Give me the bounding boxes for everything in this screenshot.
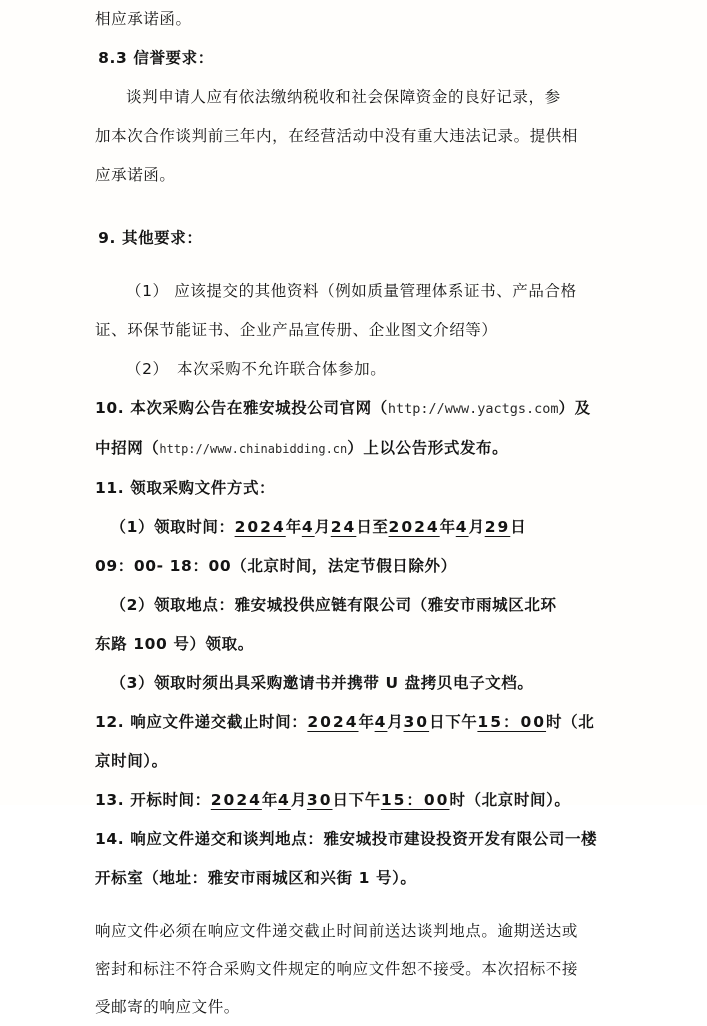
submission-deadline-label: 12. 响应文件递交截止时间：	[95, 713, 308, 731]
unit: 年	[439, 518, 456, 536]
paragraph-line: 应承诺函。	[95, 166, 176, 184]
clause-12-line2: 京时间）。	[95, 752, 168, 770]
pickup-end-year: 2024	[388, 518, 440, 536]
opening-time: 15：	[380, 791, 424, 809]
clause-11-heading: 11. 领取采购文件方式：	[95, 479, 276, 497]
clause-10-line2	[95, 429, 630, 469]
tail-note-line-3: 受邮寄的响应文件。	[95, 998, 240, 1016]
clause-10-prefix: 10. 本次采购公告在雅安城投公司官网（	[95, 399, 388, 417]
opening-day: 30	[306, 791, 333, 809]
paragraph-line: （2） 本次采购不允许联合体参加。	[126, 360, 387, 378]
unit: 年	[285, 518, 302, 536]
clause-10-line2-suffix: ）上以公告形式发布。	[347, 439, 509, 457]
clause-10-middle: ）及	[558, 399, 591, 417]
unit: 月	[290, 791, 307, 809]
clause-14-line2: 开标室（地址：雅安市雨城区和兴街 1 号）。	[95, 869, 417, 887]
unit: 日下午	[332, 791, 381, 809]
document-body	[95, 0, 630, 1026]
deadline-time: 15：00	[477, 713, 547, 731]
paragraph-line: 证、环保节能证书、企业产品宣传册、企业图文介绍等）	[95, 321, 498, 339]
yactgs-url: http://www.yactgs.com	[387, 401, 559, 417]
clause-11-item-1	[95, 508, 630, 547]
pickup-start-month: 4	[301, 518, 315, 536]
unit: 日	[510, 518, 527, 536]
chinabidding-url: http://www.chinabidding.cn	[159, 442, 348, 456]
clause-11-item-3: （3）领取时须出具采购邀请书并携带 U 盘拷贝电子文档。	[110, 674, 534, 692]
spacer	[95, 195, 630, 219]
unit: 日下午	[429, 713, 478, 731]
clause-11-item-1-line2: 09：00- 18：00（北京时间，法定节假日除外）	[95, 557, 457, 575]
unit: 月	[468, 518, 485, 536]
unit: 月	[387, 713, 404, 731]
paragraph-line: 相应承诺函。	[95, 10, 192, 28]
pickup-time-label: （1）领取时间：	[110, 518, 235, 536]
bid-opening-time-label: 13. 开标时间：	[95, 791, 211, 809]
clause-12	[95, 703, 630, 742]
unit: 时（北京时间）。	[449, 791, 571, 809]
clause-11-item-2: （2）领取地点：雅安城投供应链有限公司（雅安市雨城区北环	[110, 596, 557, 614]
unit: 年	[261, 791, 279, 809]
clause-11-item-2-line2: 东路 100 号）领取。	[95, 635, 254, 653]
tail-note-line-1: 响应文件必须在响应文件递交截止时间前送达谈判地点。逾期送达或	[95, 922, 579, 940]
pickup-start-day: 24	[330, 518, 357, 536]
unit: 年	[358, 713, 375, 731]
opening-month: 4	[278, 791, 291, 809]
spacer	[95, 898, 630, 912]
paragraph-line: 加本次合作谈判前三年内，在经营活动中没有重大违法记录。提供相	[95, 127, 579, 145]
pickup-end-month: 4	[455, 518, 469, 536]
pickup-end-day: 29	[484, 518, 511, 536]
clause-13	[95, 781, 630, 820]
clause-14: 14. 响应文件递交和谈判地点：雅安城投市建设投资开发有限公司一楼	[95, 830, 598, 848]
clause-10	[95, 389, 630, 429]
unit: 时（北	[546, 713, 595, 731]
deadline-day: 30	[403, 713, 430, 731]
clause-9-heading: 9. 其他要求：	[98, 229, 203, 247]
pickup-start-year: 2024	[234, 518, 286, 536]
tail-note-line-2: 密封和标注不符合采购文件规定的响应文件恕不接受。本次招标不接	[95, 960, 579, 978]
deadline-month: 4	[374, 713, 388, 731]
unit: 月	[314, 518, 331, 536]
clause-10-line2-prefix: 中招网（	[95, 439, 160, 457]
spacer	[95, 258, 630, 272]
deadline-year: 2024	[307, 713, 359, 731]
unit: 日至	[356, 518, 389, 536]
opening-year: 2024	[210, 791, 262, 809]
opening-time-minutes: 00	[423, 791, 450, 809]
clause-8-3-heading: 8.3 信誉要求：	[98, 49, 214, 67]
paragraph-line: （1） 应该提交的其他资料（例如质量管理体系证书、产品合格	[126, 282, 577, 300]
paragraph-line: 谈判申请人应有依法缴纳税收和社会保障资金的良好记录，参	[126, 88, 561, 106]
